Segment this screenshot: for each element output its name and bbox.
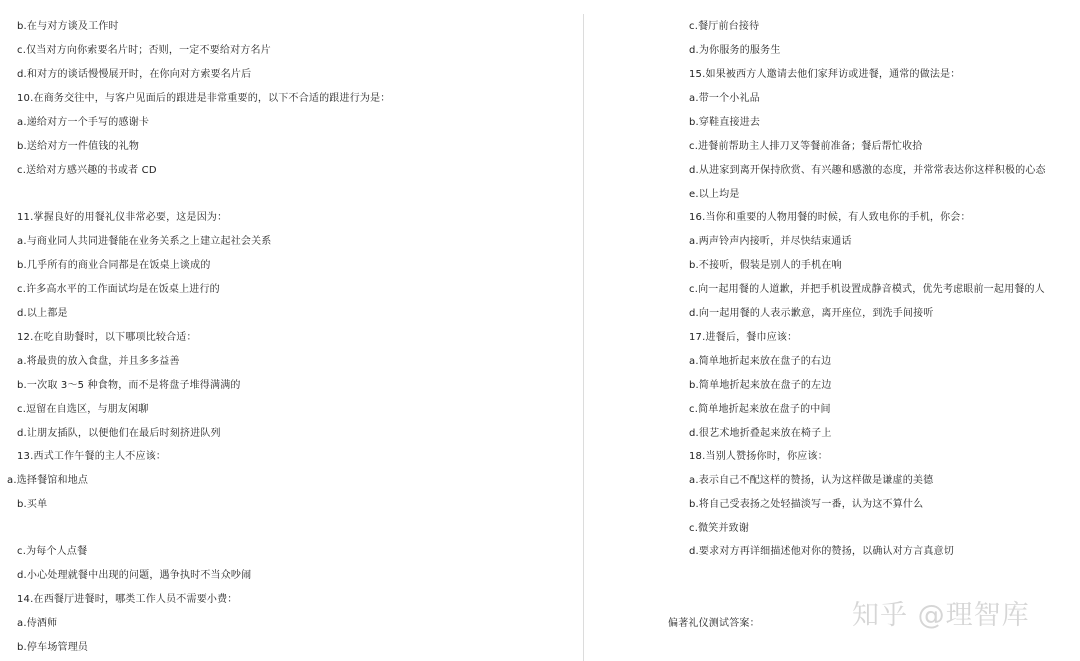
- list-item: b.几乎所有的商业合同都是在饭桌上谈成的: [17, 260, 211, 271]
- list-item: d.很艺术地折叠起来放在椅子上: [689, 428, 832, 439]
- list-item: a.递给对方一个手写的感谢卡: [17, 117, 150, 128]
- question-heading: 10.在商务交往中，与客户见面后的跟进是非常重要的，以下不合适的跟进行为是：: [17, 93, 391, 104]
- question-heading: 15.如果被西方人邀请去他们家拜访或进餐，通常的做法是：: [689, 69, 961, 80]
- list-item: a.与商业同人共同进餐能在业务关系之上建立起社会关系: [17, 236, 272, 247]
- list-item: b.买单: [17, 499, 48, 510]
- list-item: d.从进家到离开保持欣赏、有兴趣和感激的态度，并常常表达你这样积极的心态: [689, 165, 1046, 176]
- list-item: b.在与对方谈及工作时: [17, 21, 119, 32]
- list-item: a.带一个小礼品: [689, 93, 760, 104]
- list-item: b.一次取 3～5 种食物，而不是将盘子堆得满满的: [17, 380, 241, 391]
- question-heading: 18.当别人赞扬你时，你应该：: [689, 451, 828, 462]
- list-item: b.不接听，假装是别人的手机在响: [689, 260, 842, 271]
- list-item: d.要求对方再详细描述他对你的赞扬，以确认对方言真意切: [689, 546, 954, 557]
- list-item: c.许多高水平的工作面试均是在饭桌上进行的: [17, 284, 220, 295]
- list-item: d.为你服务的服务生: [689, 45, 781, 56]
- list-item: b.停车场管理员: [17, 642, 89, 653]
- list-item: d.让朋友插队，以便他们在最后时刻挤进队列: [17, 428, 221, 439]
- list-item: d.向一起用餐的人表示歉意，离开座位，到洗手间接听: [689, 308, 934, 319]
- list-item: a.两声铃声内接听，并尽快结束通话: [689, 236, 852, 247]
- question-heading: 16.当你和重要的人物用餐的时候，有人致电你的手机，你会：: [689, 212, 971, 223]
- list-item: a.简单地折起来放在盘子的右边: [689, 356, 832, 367]
- list-item: d.和对方的谈话慢慢展开时，在你向对方索要名片后: [17, 69, 252, 80]
- list-item: c.进餐前帮助主人排刀叉等餐前准备；餐后帮忙收拾: [689, 141, 923, 152]
- question-heading: 17.进餐后，餐巾应该：: [689, 332, 798, 343]
- answers-heading: 偏著礼仪测试答案：: [668, 618, 760, 629]
- list-item: a.选择餐馆和地点: [7, 475, 89, 486]
- list-item: a.侍酒师: [17, 618, 58, 629]
- list-item: c.逗留在自选区，与朋友闲聊: [17, 404, 149, 415]
- list-item: b.送给对方一件值钱的礼物: [17, 141, 140, 152]
- question-heading: 14.在西餐厅进餐时，哪类工作人员不需要小费：: [17, 594, 238, 605]
- list-item: d.以上都是: [17, 308, 68, 319]
- list-item: c.为每个人点餐: [17, 546, 88, 557]
- list-item: c.送给对方感兴趣的书或者 CD: [17, 165, 157, 176]
- watermark: 知乎 @理智库: [852, 600, 1030, 631]
- column-divider: [583, 14, 584, 661]
- question-heading: 11.掌握良好的用餐礼仪非常必要，这是因为：: [17, 212, 228, 223]
- list-item: a.将最贵的放入食盘，并且多多益善: [17, 356, 180, 367]
- list-item: c.仅当对方向你索要名片时；否则，一定不要给对方名片: [17, 45, 271, 56]
- right-column: [585, 0, 1080, 661]
- list-item: b.将自己受表扬之处轻描淡写一番，认为这不算什么: [689, 499, 924, 510]
- list-item: b.简单地折起来放在盘子的左边: [689, 380, 832, 391]
- list-item: d.小心处理就餐中出现的问题，遇争执时不当众吵闹: [17, 570, 252, 581]
- question-heading: 13.西式工作午餐的主人不应该：: [17, 451, 167, 462]
- question-heading: 12.在吃自助餐时，以下哪项比较合适：: [17, 332, 197, 343]
- list-item: e.以上均是: [689, 189, 740, 200]
- list-item: a.表示自己不配这样的赞扬，认为这样做是谦虚的美德: [689, 475, 934, 486]
- list-item: c.餐厅前台接待: [689, 21, 760, 32]
- list-item: c.简单地折起来放在盘子的中间: [689, 404, 831, 415]
- list-item: b.穿鞋直接进去: [689, 117, 761, 128]
- list-item: c.向一起用餐的人道歉，并把手机设置成静音模式，优先考虑眼前一起用餐的人: [689, 284, 1045, 295]
- list-item: c.微笑并致谢: [689, 523, 750, 534]
